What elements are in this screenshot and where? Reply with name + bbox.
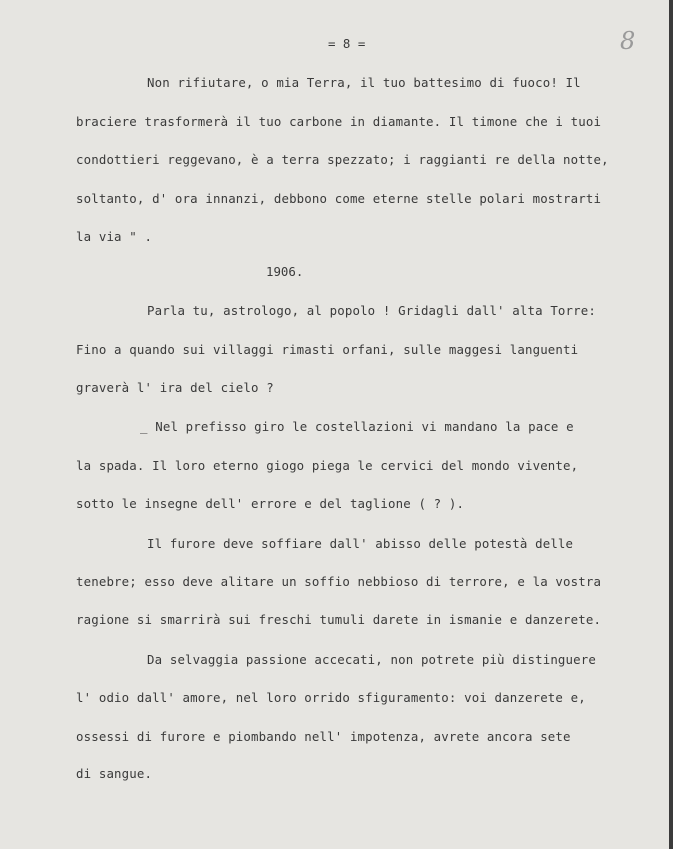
text-line: di sangue. (76, 766, 153, 781)
text-line: Il furore deve soffiare dall' abisso delle potestà delle (147, 536, 574, 551)
handwritten-page-number: 8 (620, 27, 636, 55)
text-line: sotto le insegne dell' errore e del taglione ( ? ). (76, 496, 465, 511)
text-line: tenebre; esso deve alitare un soffio nebbioso di terrore, e la vostra (76, 574, 602, 589)
page-number: = 8 = (328, 36, 366, 51)
text-line: la spada. Il loro eterno giogo piega le cervici del mondo vivente, (76, 458, 579, 473)
text-line: graverà l' ira del cielo ? (76, 380, 274, 395)
text-line: Non rifiutare, o mia Terra, il tuo battesimo di fuoco! Il (147, 75, 581, 90)
text-line: ragione si smarrirà sui freschi tumuli darete in ismanie e danzerete. (76, 612, 602, 627)
text-line: l' odio dall' amore, nel loro orrido sfiguramento: voi danzerete e, (76, 690, 586, 705)
text-line: condottieri reggevano, è a terra spezzato; i raggianti re della notte, (76, 152, 609, 167)
text-line: Parla tu, astrologo, al popolo ! Gridagli dall' alta Torre: (147, 303, 596, 318)
text-line: _ Nel prefisso giro le costellazioni vi mandano la pace e (140, 419, 574, 434)
text-line: braciere trasformerà il tuo carbone in diamante. Il timone che i tuoi (76, 114, 602, 129)
section-year: 1906. (266, 264, 304, 279)
text-line: Fino a quando sui villaggi rimasti orfani, sulle maggesi languenti (76, 342, 579, 357)
text-line: Da selvaggia passione accecati, non potrete più distinguere (147, 652, 596, 667)
text-line: soltanto, d' ora innanzi, debbono come eterne stelle polari mostrarti (76, 191, 602, 206)
text-line: ossessi di furore e piombando nell' impotenza, avrete ancora sete (76, 729, 571, 744)
text-line: la via " . (76, 229, 153, 244)
